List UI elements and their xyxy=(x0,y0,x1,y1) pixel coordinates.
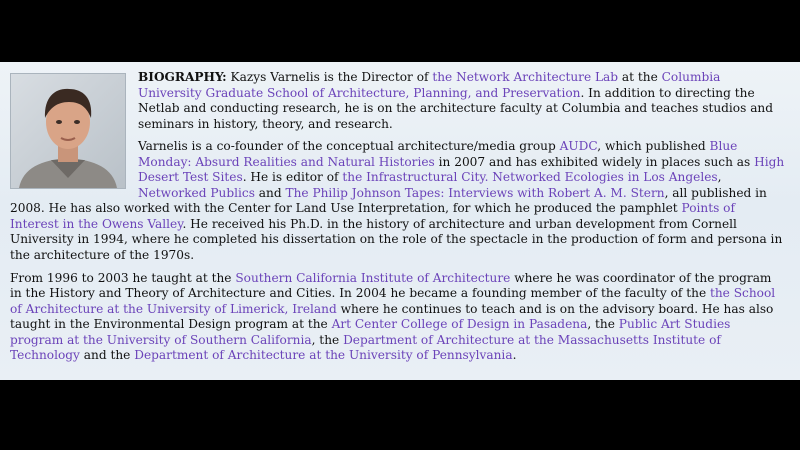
bio-link[interactable]: the Network Architecture Lab xyxy=(432,70,619,84)
bio-text: , the xyxy=(311,332,344,347)
bio-link[interactable]: AUDC xyxy=(559,139,598,154)
bio-text: , xyxy=(717,170,722,185)
bio-link[interactable]: Department of Architecture at the Massachusetts Institute of Technology xyxy=(10,332,721,363)
bio-text: . He received his Ph.D. in the history of architecture and urban development from Cornell University in 1994, where he completed his dissertation on the role of the spectacle in the production of form and persona in the architecture of the 1970s. xyxy=(10,216,783,263)
bio-text: From 1996 to 2003 he taught at the xyxy=(10,270,236,285)
bio-link[interactable]: the School of Architecture at the University of Limerick, Ireland xyxy=(10,286,776,316)
biography-panel xyxy=(0,62,800,380)
biography-text xyxy=(10,70,785,371)
bio-link[interactable]: Blue Monday: Absurd Realities and Natural Histories xyxy=(138,139,738,169)
bio-link[interactable]: Art Center College of Design in Pasadena xyxy=(331,317,588,332)
bio-text: at the xyxy=(618,70,662,84)
bio-text: , the xyxy=(587,317,619,332)
bio-link[interactable]: Columbia University Graduate School of Architecture, Planning, and Preservation xyxy=(138,70,721,100)
biography-label: BIOGRAPHY: xyxy=(138,70,227,84)
bio-text: in 2007 and has exhibited widely in places such as xyxy=(434,154,755,169)
bio-text: , which published xyxy=(597,139,710,154)
bio-text: . xyxy=(512,348,517,363)
bio-text: Varnelis is a co-founder of the conceptual architecture/media group xyxy=(138,139,560,154)
bio-link[interactable]: the Infrastructural City. Networked Ecologies in Los Angeles xyxy=(342,170,718,185)
bio-link[interactable]: Points of Interest in the Owens Valley xyxy=(10,201,735,231)
bio-text: where he was coordinator of the program in the History and Theory of Architecture and Cities. In 2004 he became a founding member of the faculty of the xyxy=(10,270,772,301)
bio-link[interactable]: Southern California Institute of Architecture xyxy=(235,270,511,285)
bio-link[interactable]: High Desert Test Sites xyxy=(138,154,785,185)
bio-text: Kazys Varnelis is the Director of xyxy=(226,70,433,84)
bio-link[interactable]: Networked Publics xyxy=(138,185,255,200)
bio-text: . In addition to directing the Netlab and conducting research, he is on the architecture faculty at Columbia and teaches studios and seminars in history, theory, and research. xyxy=(138,85,774,131)
bio-text: and xyxy=(254,185,286,200)
bio-paragraph-3 xyxy=(10,271,785,364)
bio-link[interactable]: Public Art Studies program at the University of Southern California xyxy=(10,317,731,347)
bio-text: and the xyxy=(79,348,135,363)
bio-link[interactable]: Department of Architecture at the University of Pennsylvania xyxy=(134,348,513,363)
bio-text: , all published in 2008. He has also worked with the Center for Land Use Interpretation, for which he produced the pamphlet xyxy=(10,185,767,216)
bio-link[interactable]: The Philip Johnson Tapes: Interviews with Robert A. M. Stern xyxy=(285,185,665,200)
bio-text: where he continues to teach and is on the advisory board. He has also taught in the Environmental Design program at the xyxy=(10,301,774,332)
bio-text: . He is editor of xyxy=(242,170,343,185)
